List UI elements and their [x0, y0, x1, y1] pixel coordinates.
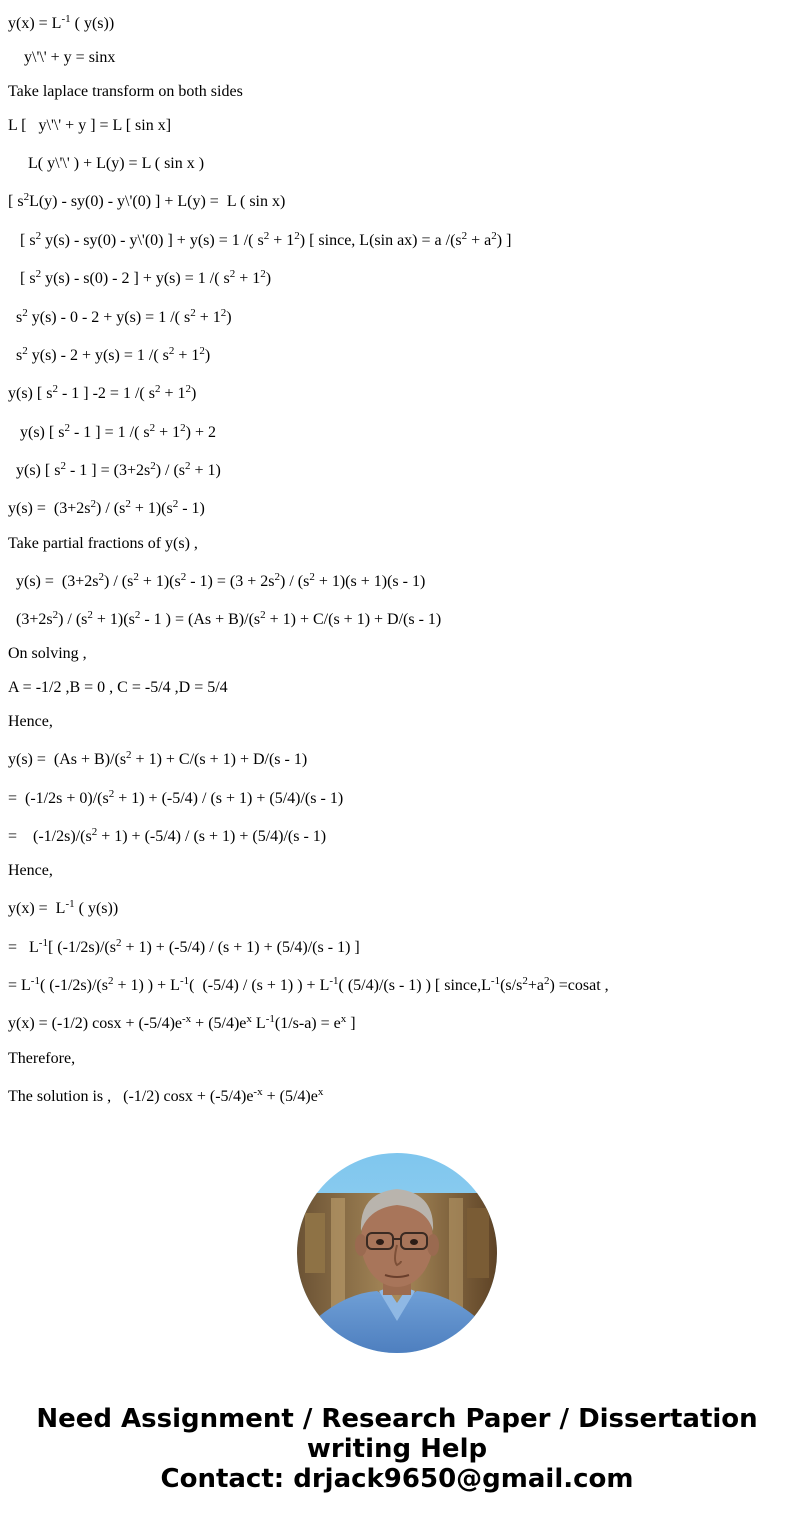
superscript: 2	[52, 609, 59, 621]
footer-line-2: writing Help	[306, 1434, 488, 1464]
solution-line	[8, 534, 198, 554]
text-segment: y(s) [ s	[8, 462, 61, 479]
text-segment: Take laplace transform on both sides	[8, 83, 243, 100]
text-segment: y(s) = (As + B)/(s	[8, 751, 127, 768]
text-segment: )	[265, 270, 272, 287]
solution-line	[8, 938, 360, 958]
text-segment: (s/s	[500, 977, 523, 994]
superscript: 2	[22, 345, 28, 357]
text-segment: ) / (s	[155, 462, 186, 479]
text-segment: = L	[8, 939, 39, 956]
text-segment: y(s) = (3+2s	[8, 500, 91, 517]
text-segment: On solving ,	[8, 645, 87, 662]
solution-line	[8, 346, 210, 366]
superscript: -1	[329, 975, 339, 987]
superscript: -1	[38, 937, 48, 949]
text-segment: + 1	[155, 424, 181, 441]
author-avatar	[297, 1153, 497, 1353]
solution-line	[8, 269, 271, 289]
text-segment: y(x) = L	[8, 900, 66, 917]
solution-line	[8, 644, 87, 664]
text-segment: y\'\' + y = sinx	[8, 49, 116, 66]
solution-line	[8, 461, 221, 481]
superscript: 2	[260, 268, 266, 280]
superscript: 2	[522, 975, 528, 987]
text-segment: s	[8, 347, 23, 364]
text-segment: L(y) - sy(0) - y\'(0) ] + L(y) = L ( sin x)	[29, 193, 286, 210]
solution-line	[8, 82, 243, 102]
superscript: 2	[91, 826, 98, 838]
text-segment: ) / (s	[279, 573, 310, 590]
text-segment: ) ]	[496, 232, 512, 249]
solution-line	[8, 14, 114, 34]
superscript: 2	[133, 571, 139, 583]
text-segment: [ (-1/2s)/(s	[47, 939, 116, 956]
superscript: 2	[491, 230, 497, 242]
superscript: 2	[220, 307, 227, 319]
text-segment: y(x) = L	[8, 15, 62, 32]
text-segment: = (-1/2s + 0)/(s	[8, 790, 109, 807]
solution-line	[8, 423, 216, 443]
superscript: -1	[179, 975, 190, 987]
superscript: -1	[61, 13, 71, 25]
text-segment: + 1)(s	[138, 573, 181, 590]
superscript: 2	[229, 268, 236, 280]
superscript: 2	[294, 230, 300, 242]
solution-line	[8, 308, 232, 328]
text-segment: + 1) + C/(s + 1) + D/(s - 1)	[265, 611, 442, 628]
text-segment: Therefore,	[8, 1050, 76, 1067]
text-segment: y(s) - 2 + y(s) = 1 /( s	[27, 347, 169, 364]
superscript: 2	[22, 307, 28, 319]
superscript: 2	[126, 749, 132, 761]
text-segment: ( (5/4)/(s - 1) ) [ since,L	[338, 977, 491, 994]
solution-line	[8, 48, 115, 68]
footer-email: Contact: drjack9650@gmail.com	[160, 1464, 634, 1494]
superscript: 2	[35, 268, 42, 280]
text-segment: ) / (s	[58, 611, 88, 628]
text-segment: ) / (s	[95, 500, 126, 517]
superscript: 2	[149, 422, 156, 434]
solution-line	[8, 899, 118, 919]
superscript: 2	[199, 345, 205, 357]
superscript: 2	[60, 460, 66, 472]
text-segment: + 1)(s	[130, 500, 173, 517]
superscript: 2	[52, 383, 58, 395]
superscript: -1	[490, 975, 501, 987]
solution-line	[8, 712, 53, 732]
text-segment: + 1) + (-5/4) / (s + 1) + (5/4)/(s - 1)	[114, 790, 344, 807]
solution-line	[8, 750, 307, 770]
text-segment: y(s) [ s	[8, 424, 65, 441]
superscript: -1	[30, 975, 40, 987]
text-segment: ( (-1/2s)/(s	[39, 977, 108, 994]
superscript: 2	[87, 609, 93, 621]
superscript: 2	[185, 383, 191, 395]
text-segment: ) + 2	[185, 424, 217, 441]
text-segment: + (5/4)e	[262, 1088, 318, 1105]
text-segment: + 1)(s + 1)(s - 1)	[314, 573, 426, 590]
text-segment: + 1	[160, 385, 186, 402]
superscript: 2	[190, 307, 196, 319]
superscript: x	[246, 1013, 252, 1025]
solution-line	[8, 499, 205, 519]
text-segment: The solution is , (-1/2) cosx + (-5/4)e	[8, 1088, 254, 1105]
text-segment: Hence,	[8, 862, 53, 879]
text-segment: + 1) + (-5/4) / (s + 1) + (5/4)/(s - 1) ]	[121, 939, 360, 956]
text-segment: )	[226, 309, 232, 326]
solution-line	[8, 678, 228, 698]
text-segment: y(x) = (-1/2) cosx + (-5/4)e	[8, 1015, 182, 1032]
text-segment: [ s	[8, 270, 36, 287]
solution-line	[8, 789, 343, 809]
superscript: 2	[108, 788, 115, 800]
text-segment: - 1 ] -2 = 1 /( s	[57, 385, 155, 402]
superscript: -x	[182, 1013, 192, 1025]
text-segment: - 1 ] = (3+2s	[65, 462, 151, 479]
text-segment: = (-1/2s)/(s	[8, 828, 92, 845]
solution-line	[8, 572, 425, 592]
text-segment: + a	[467, 232, 492, 249]
text-segment: y(s) [ s	[8, 385, 53, 402]
text-segment: + 1)(s	[92, 611, 135, 628]
superscript: 2	[64, 422, 70, 434]
superscript: 2	[168, 345, 175, 357]
text-segment: y(s) - 0 - 2 + y(s) = 1 /( s	[27, 309, 191, 326]
superscript: x	[340, 1013, 347, 1025]
superscript: 2	[23, 191, 30, 203]
text-segment: ]	[346, 1015, 356, 1032]
text-segment: )	[190, 385, 197, 402]
superscript: 2	[107, 975, 114, 987]
superscript: 2	[263, 230, 270, 242]
text-segment: ) [ since, L(sin ax) = a /(s	[299, 232, 462, 249]
superscript: 2	[115, 937, 122, 949]
solution-line	[8, 1087, 323, 1107]
solution-line	[8, 1049, 75, 1069]
text-segment: + 1) ) + L	[113, 977, 180, 994]
superscript: 2	[134, 609, 141, 621]
text-segment: + 1) + (-5/4) / (s + 1) + (5/4)/(s - 1)	[97, 828, 327, 845]
superscript: 2	[260, 609, 266, 621]
text-segment: ) / (s	[103, 573, 134, 590]
superscript: 2	[150, 460, 156, 472]
text-segment: y(s) - s(0) - 2 ] + y(s) = 1 /( s	[41, 270, 230, 287]
text-segment: (3+2s	[8, 611, 53, 628]
text-segment: (1/s-a) = e	[274, 1015, 341, 1032]
text-segment: ( (-5/4) / (s + 1) ) + L	[189, 977, 330, 994]
text-segment: y(s) = (3+2s	[8, 573, 99, 590]
text-segment: + 1	[195, 309, 221, 326]
text-segment: s	[8, 309, 23, 326]
solution-line	[8, 827, 326, 847]
superscript: 2	[185, 460, 191, 472]
solution-line	[8, 116, 171, 136]
text-segment: + 1	[269, 232, 295, 249]
text-segment: - 1 ) = (As + B)/(s	[140, 611, 261, 628]
superscript: 2	[98, 571, 104, 583]
superscript: -1	[265, 1013, 275, 1025]
text-segment: + 1) + C/(s + 1) + D/(s - 1)	[131, 751, 308, 768]
superscript: 2	[309, 571, 315, 583]
text-segment: ( y(s))	[74, 900, 119, 917]
text-segment: + (5/4)e	[191, 1015, 247, 1032]
superscript: -x	[253, 1086, 263, 1098]
text-segment: L [ y\'\' + y ] = L [ sin x]	[8, 117, 172, 134]
text-segment: - 1 ] = 1 /( s	[69, 424, 150, 441]
text-segment: + 1)	[190, 462, 221, 479]
superscript: 2	[125, 498, 131, 510]
text-segment: ( y(s))	[70, 15, 115, 32]
superscript: 2	[180, 571, 187, 583]
superscript: 2	[180, 422, 186, 434]
text-segment: - 1) = (3 + 2s	[186, 573, 275, 590]
text-segment: - 1)	[178, 500, 205, 517]
footer-line-1: Need Assignment / Research Paper / Dissertation	[36, 1404, 758, 1434]
text-segment: [ s	[8, 232, 36, 249]
text-segment: ) =cosat ,	[549, 977, 609, 994]
contact-banner	[0, 1404, 794, 1494]
text-segment: A = -1/2 ,B = 0 , C = -5/4 ,D = 5/4	[8, 679, 228, 696]
text-segment: [ s	[8, 193, 24, 210]
solution-line	[8, 1014, 356, 1034]
text-segment: +a	[527, 977, 544, 994]
solution-line	[8, 610, 441, 630]
solution-line	[8, 192, 285, 212]
superscript: 2	[543, 975, 550, 987]
solution-line	[8, 231, 511, 251]
superscript: 2	[35, 230, 42, 242]
superscript: 2	[154, 383, 161, 395]
text-segment: y(s) - sy(0) - y\'(0) ] + y(s) = 1 /( s	[41, 232, 264, 249]
superscript: 2	[461, 230, 468, 242]
text-segment: + 1	[174, 347, 200, 364]
text-segment: + 1	[235, 270, 261, 287]
solution-line	[8, 861, 53, 881]
text-segment: L( y\'\' ) + L(y) = L ( sin x )	[8, 155, 205, 172]
text-segment: )	[204, 347, 211, 364]
text-segment: Hence,	[8, 713, 53, 730]
superscript: -1	[65, 898, 75, 910]
superscript: 2	[274, 571, 280, 583]
text-segment: L	[251, 1015, 266, 1032]
solution-line	[8, 384, 196, 404]
text-segment: = L	[8, 977, 31, 994]
solution-line	[8, 154, 204, 174]
superscript: 2	[172, 498, 179, 510]
superscript: 2	[90, 498, 96, 510]
solution-line	[8, 976, 609, 996]
text-segment: Take partial fractions of y(s) ,	[8, 535, 198, 552]
superscript: x	[317, 1086, 324, 1098]
